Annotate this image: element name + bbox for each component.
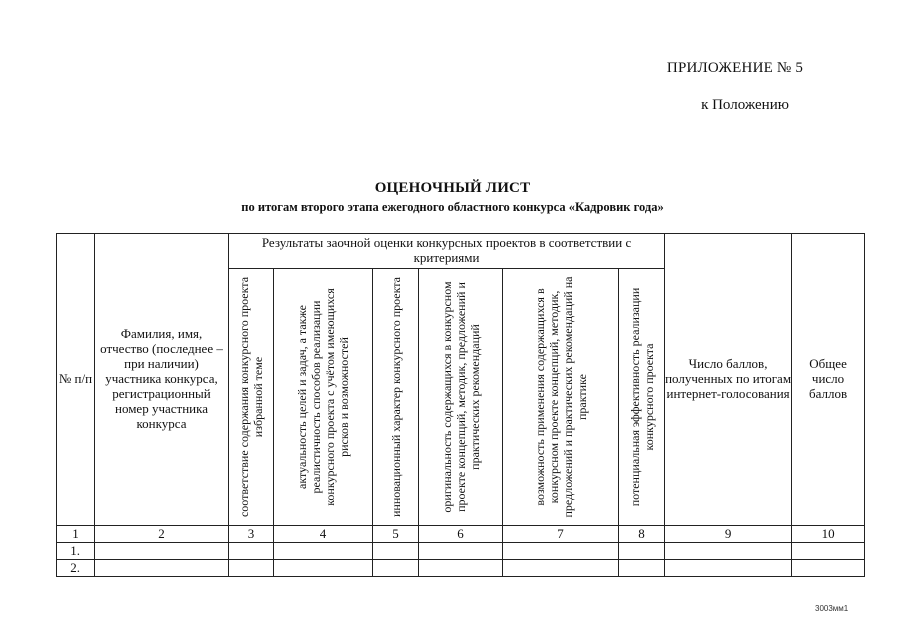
document-title: ОЦЕНОЧНЫЙ ЛИСТ bbox=[374, 180, 531, 196]
appendix-reference: к Положению bbox=[701, 97, 789, 113]
column-number: 7 bbox=[503, 526, 619, 543]
column-number: 3 bbox=[229, 526, 274, 543]
score-cell[interactable] bbox=[229, 543, 274, 560]
header-criterion-3 bbox=[373, 269, 419, 526]
column-number: 1 bbox=[57, 526, 95, 543]
total-score-cell[interactable] bbox=[792, 543, 865, 560]
header-criteria-group: Результаты заочной оценки конкурсных проектов в соответствии с критериями bbox=[229, 234, 665, 269]
header-participant: Фамилия, имя, отчество (последнее – при наличии) участника конкурса, регистрационный номер участника конкурса bbox=[95, 234, 229, 526]
document-subtitle: по итогам второго этапа ежегодного областного конкурса «Кадровик года» bbox=[241, 200, 664, 214]
header-criterion-2 bbox=[274, 269, 373, 526]
participant-cell[interactable] bbox=[95, 560, 229, 577]
score-cell[interactable] bbox=[274, 543, 373, 560]
column-number: 8 bbox=[619, 526, 665, 543]
row-number: 1. bbox=[57, 543, 95, 560]
column-number: 5 bbox=[373, 526, 419, 543]
criterion-1-text: соответствие содержания конкурсного проекта избранной теме bbox=[237, 276, 265, 518]
score-cell[interactable] bbox=[274, 560, 373, 577]
header-internet-votes: Число баллов, полученных по итогам интернет-голосования bbox=[665, 234, 792, 526]
evaluation-table bbox=[56, 233, 865, 577]
score-cell[interactable] bbox=[229, 560, 274, 577]
column-number: 4 bbox=[274, 526, 373, 543]
criterion-6-text: потенциальная эффективность реализации конкурсного проекта bbox=[627, 287, 656, 507]
criterion-4-text: оригинальность содержащихся в конкурсном проекте концепций, методик, предложений и практических рекомендаций bbox=[439, 281, 482, 513]
header-npp: № п/п bbox=[57, 234, 95, 526]
column-number: 2 bbox=[95, 526, 229, 543]
header-criterion-1 bbox=[229, 269, 274, 526]
appendix-number: ПРИЛОЖЕНИЕ № 5 bbox=[666, 60, 804, 76]
table-row bbox=[57, 560, 865, 577]
document-stamp: 3003мм1 bbox=[815, 604, 849, 613]
total-score-cell[interactable] bbox=[792, 560, 865, 577]
header-criterion-6 bbox=[619, 269, 665, 526]
score-cell[interactable] bbox=[619, 543, 665, 560]
score-cell[interactable] bbox=[373, 543, 419, 560]
criterion-3-text: инновационный характер конкурсного проекта bbox=[388, 277, 403, 517]
column-number: 9 bbox=[665, 526, 792, 543]
score-cell[interactable] bbox=[419, 543, 503, 560]
header-criterion-4 bbox=[419, 269, 503, 526]
table-row bbox=[57, 543, 865, 560]
score-cell[interactable] bbox=[503, 560, 619, 577]
score-cell[interactable] bbox=[373, 560, 419, 577]
header-criterion-5 bbox=[503, 269, 619, 526]
participant-cell[interactable] bbox=[95, 543, 229, 560]
score-cell[interactable] bbox=[503, 543, 619, 560]
score-cell[interactable] bbox=[619, 560, 665, 577]
internet-votes-cell[interactable] bbox=[665, 543, 792, 560]
column-number: 6 bbox=[419, 526, 503, 543]
criterion-2-text: актуальность целей и задач, а также реалистичность способов реализации конкурсного проекта с учётом имеющихся рисков и возможностей bbox=[295, 288, 351, 506]
row-number: 2. bbox=[57, 560, 95, 577]
criterion-5-text: возможность применения содержащихся в конкурсном проекте концепций, методик, предложений и практических рекомендаций на практике bbox=[532, 276, 589, 518]
column-number-row bbox=[57, 526, 865, 543]
column-number: 10 bbox=[792, 526, 865, 543]
header-total-score: Общее число баллов bbox=[792, 234, 865, 526]
internet-votes-cell[interactable] bbox=[665, 560, 792, 577]
score-cell[interactable] bbox=[419, 560, 503, 577]
